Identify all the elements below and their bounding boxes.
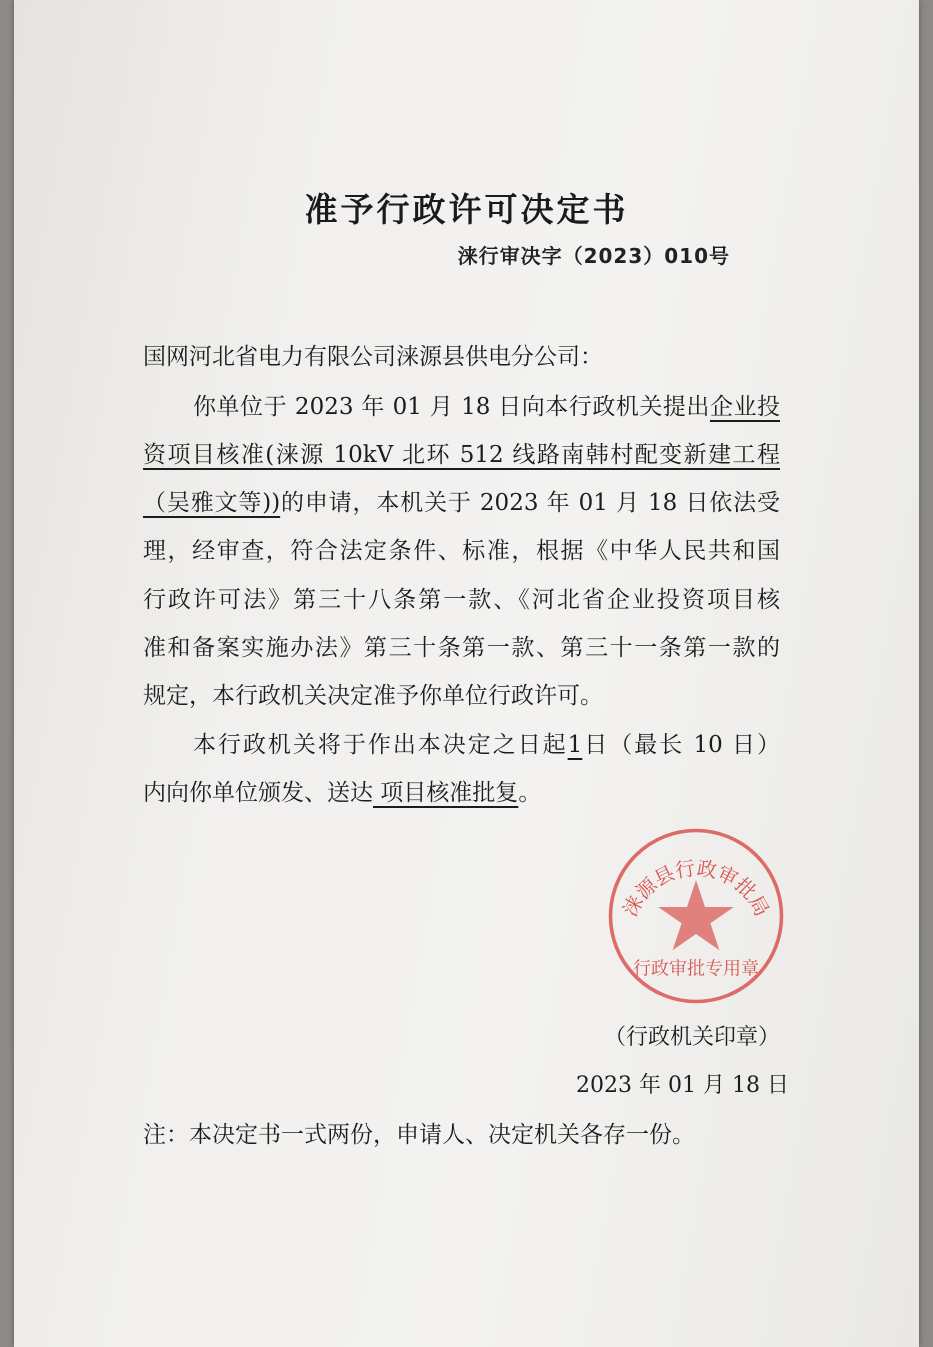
text: 内向你单位颁发、送达	[143, 780, 373, 806]
seal-outer-text: 涞源县行政审批局	[618, 856, 774, 921]
paragraph-1-line-1	[193, 390, 780, 424]
official-seal-stamp	[606, 826, 786, 1006]
seal-inner-text: 行政审批专用章	[633, 958, 759, 980]
note: 注：本决定书一式两份，申请人、决定机关各存一份。	[143, 1122, 695, 1148]
paragraph-1-line-2	[143, 438, 780, 472]
paragraph-1-line-6: 准和备案实施办法》第三十条第一款、第三十一条第一款的	[143, 635, 780, 661]
paragraph-1-line-3	[143, 486, 780, 520]
paragraph-2-line-1	[193, 728, 780, 762]
seal-label: （行政机关印章）	[604, 1025, 781, 1050]
paragraph-1-line-7: 规定，本行政机关决定准予你单位行政许可。	[143, 683, 603, 709]
text: 本行政机关将于作出本决定之日起	[193, 732, 568, 758]
underlined-document-type: 项目核准批复	[373, 780, 519, 806]
underlined-project-type: 企业投	[709, 394, 781, 420]
underlined-days: 1	[567, 732, 583, 758]
seal-star-icon	[658, 880, 734, 950]
decision-date: 2023 年 01 月 18 日	[576, 1073, 789, 1098]
addressee: 国网河北省电力有限公司涞源县供电分公司：	[143, 344, 603, 370]
document-number: 涞行审决字（2023）010号	[457, 244, 730, 268]
text: 。	[518, 780, 542, 806]
underlined-applicant: （吴雅文等))	[143, 490, 281, 516]
paragraph-1-line-4: 理，经审查，符合法定条件、标准，根据《中华人民共和国	[143, 538, 780, 564]
text: 日（最长 10 日）	[582, 732, 781, 758]
underlined-project-name: 资项目核准(涞源 10kV 北环 512 线路南韩村配变新建工程	[143, 442, 780, 468]
text: 你单位于 2023 年 01 月 18 日向本行政机关提出	[193, 394, 710, 420]
text: 的申请，本机关于 2023 年 01 月 18 日依法受	[280, 490, 780, 516]
paragraph-1-line-5: 行政许可法》第三十八条第一款、《河北省企业投资项目核	[143, 587, 780, 613]
document-title: 准予行政许可决定书	[304, 190, 629, 229]
paragraph-2-line-2	[143, 776, 780, 810]
